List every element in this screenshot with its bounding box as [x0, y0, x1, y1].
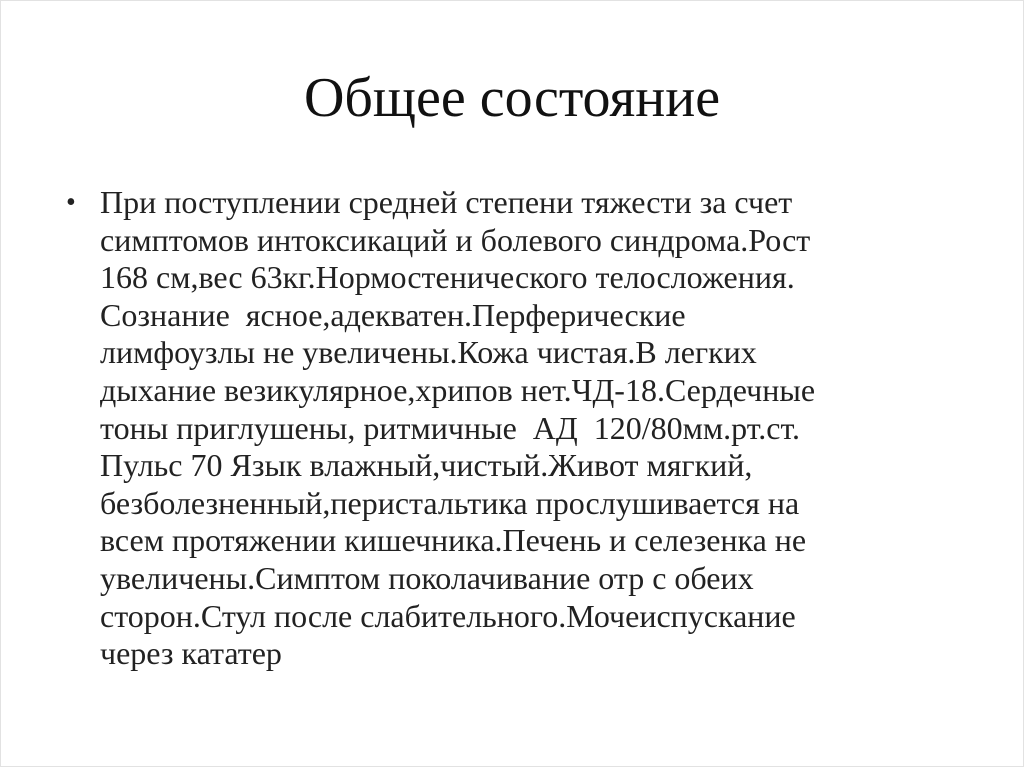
- body-text-line: сторон.Стул после слабительного.Мочеиспускание: [100, 597, 796, 634]
- body-text-line: через кататер: [100, 635, 282, 672]
- body-text-line: При поступлении средней степени тяжести за счет: [100, 184, 793, 220]
- slide-title: Общее состояние: [303, 67, 721, 129]
- body-text-line: 168 см,вес 63кг.Нормостенического телосложения.: [100, 259, 795, 296]
- body-text-line: безболезненный,перистальтика прослушивается на: [100, 484, 800, 521]
- body-text-line: увеличены.Симптом поколачивание отр с обеих: [100, 559, 754, 596]
- bullet-item: [66, 184, 980, 673]
- body-text-line: всем протяжении кишечника.Печень и селезенка не: [100, 522, 807, 559]
- bullet-dot-icon: •: [66, 187, 76, 218]
- bullet-list: [66, 184, 980, 673]
- body-text-line: тоны приглушены, ритмичные АД 120/80мм.рт.ст.: [100, 409, 801, 446]
- body-text-line: лимфоузлы не увеличены.Кожа чистая.В легких: [100, 334, 757, 371]
- body-text-line: Пульс 70 Язык влажный,чистый.Живот мягкий,: [100, 447, 753, 484]
- body-text-line: дыхание везикулярное,хрипов нет.ЧД-18.Сердечные: [100, 371, 816, 408]
- body-text-line: Сознание ясное,адекватен.Перферические: [100, 296, 686, 333]
- body-text-line: симптомов интоксикаций и болевого синдрома.Рост: [100, 221, 811, 258]
